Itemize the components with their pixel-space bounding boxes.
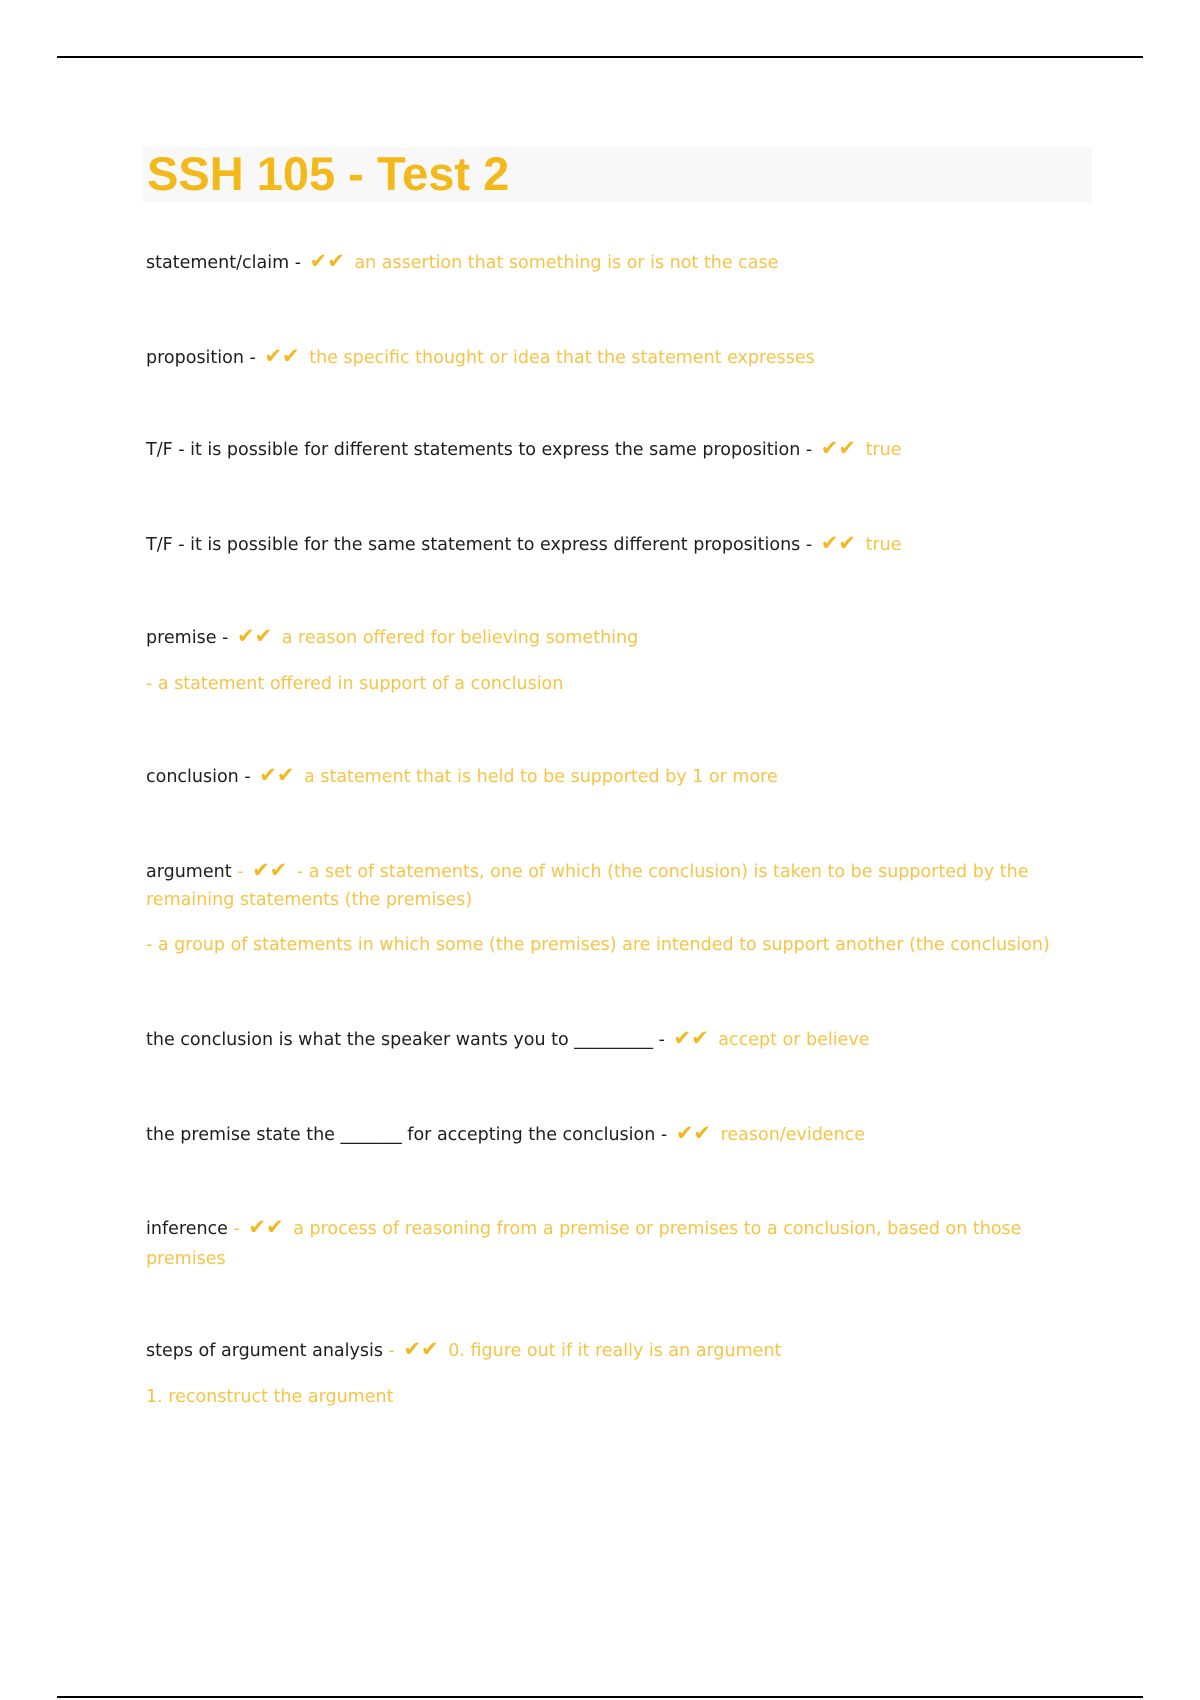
card-separator: -: [244, 767, 251, 787]
card-line: [146, 529, 1076, 560]
card-line: [146, 1335, 1076, 1366]
card-line: [146, 622, 1076, 653]
double-check-icon: ✔✔: [403, 1337, 439, 1361]
card-term: steps of argument analysis: [146, 1341, 383, 1361]
card-term: inference: [146, 1219, 228, 1239]
card-answer: reason/evidence: [720, 1125, 866, 1145]
card-line: [146, 1212, 1076, 1274]
double-check-icon: ✔✔: [820, 436, 856, 460]
card-term: T/F - it is possible for different statements to express the same proposition: [146, 440, 801, 460]
card-line: [146, 434, 1076, 465]
double-check-icon: ✔✔: [248, 1215, 284, 1239]
card-separator: -: [222, 628, 229, 648]
card-answer-extra: 1. reconstruct the argument: [146, 1387, 394, 1407]
flashcard: [146, 856, 1076, 959]
card-term: proposition: [146, 348, 244, 368]
double-check-icon: ✔✔: [236, 624, 273, 648]
card-line: [146, 1119, 1076, 1150]
flashcard: [146, 1119, 1076, 1150]
card-answer-continuation: premises: [146, 1249, 226, 1269]
card-separator: -: [237, 862, 244, 882]
card-line: [146, 342, 1076, 373]
card-line: [146, 856, 1076, 914]
card-term: statement/claim: [146, 253, 290, 273]
card-term: argument: [146, 862, 232, 882]
double-check-icon: ✔✔: [675, 1121, 712, 1145]
bottom-rule: [57, 1696, 1143, 1698]
flashcard: [146, 1335, 1076, 1412]
double-check-icon: ✔✔: [309, 249, 345, 273]
double-check-icon: ✔✔: [252, 858, 288, 882]
flashcard: [146, 1024, 1076, 1055]
double-check-icon: ✔✔: [259, 763, 295, 787]
card-answer-extra: - a group of statements in which some (the premises) are intended to support another (the conclusion): [146, 935, 1050, 955]
card-answer: the specific thought or idea that the statement expresses: [309, 348, 815, 368]
flashcard: [146, 247, 1076, 278]
document-title: SSH 105 - Test 2: [147, 147, 510, 200]
card-answer: true: [865, 440, 902, 460]
card-answer: - a set of statements, one of which (the conclusion) is taken to be supported by the: [296, 862, 1029, 882]
card-term: the conclusion is what the speaker wants you to _________: [146, 1030, 654, 1050]
card-separator: -: [294, 253, 302, 273]
flashcard: [146, 529, 1076, 560]
flashcard: [146, 622, 1076, 699]
card-line: [146, 247, 1076, 278]
card-answer: accept or believe: [718, 1030, 870, 1050]
card-term: the premise state the _______ for accepting the conclusion: [146, 1125, 656, 1145]
flashcard: [146, 342, 1076, 373]
card-answer: a statement that is held to be supported by 1 or more: [304, 767, 778, 787]
card-answer-extra: - a statement offered in support of a conclusion: [146, 674, 564, 694]
double-check-icon: ✔✔: [820, 531, 856, 555]
card-separator: -: [660, 1125, 668, 1145]
card-term: T/F - it is possible for the same statement to express different propositions: [146, 535, 801, 555]
double-check-icon: ✔✔: [673, 1026, 709, 1050]
card-term: premise: [146, 628, 217, 648]
card-line: [146, 761, 1076, 792]
top-rule: [57, 56, 1143, 58]
flashcard: [146, 1212, 1076, 1274]
card-separator: -: [249, 348, 256, 368]
card-separator: -: [658, 1030, 665, 1050]
card-answer: a process of reasoning from a premise or premises to a conclusion, based on those: [293, 1219, 1022, 1239]
flashcard: [146, 434, 1076, 465]
card-answer: an assertion that something is or is not the case: [354, 253, 779, 273]
card-separator: -: [805, 535, 813, 555]
card-answer: 0. figure out if it really is an argument: [448, 1341, 782, 1361]
double-check-icon: ✔✔: [264, 344, 300, 368]
card-separator: -: [805, 440, 813, 460]
card-separator: -: [233, 1219, 240, 1239]
card-answer: a reason offered for believing something: [281, 628, 639, 648]
card-term: conclusion: [146, 767, 239, 787]
card-line: [146, 1024, 1076, 1055]
card-answer-continuation: remaining statements (the premises): [146, 890, 473, 910]
card-answer: true: [865, 535, 902, 555]
flashcard: [146, 761, 1076, 792]
card-separator: -: [388, 1341, 395, 1361]
